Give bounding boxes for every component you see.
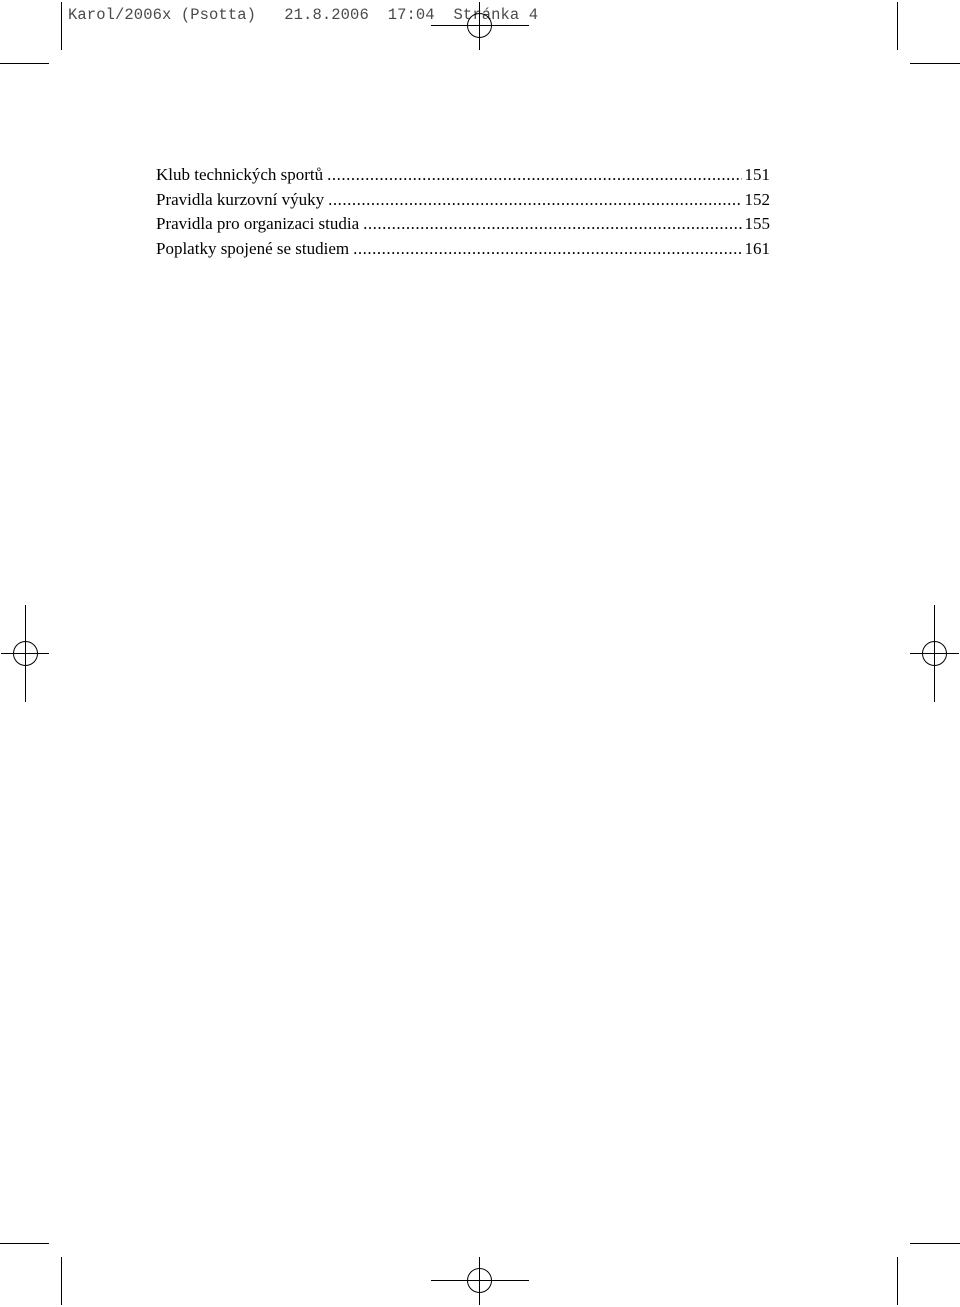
print-slug-header: [68, 6, 538, 24]
toc-entry-title: Pravidla pro organizaci studia: [156, 214, 360, 233]
print-page-number: 4: [528, 6, 539, 24]
toc-entry-title: Pravidla kurzovní výuky: [156, 189, 325, 209]
registration-mark-left: [1, 605, 49, 702]
toc-entry-page: 155: [744, 214, 770, 233]
toc-entry: [156, 188, 770, 213]
toc-dot-leader: [353, 237, 741, 262]
toc-entry-page: 151: [744, 165, 770, 184]
toc-dot-leader: [327, 163, 741, 188]
toc-entry: [156, 163, 770, 188]
toc-dot-leader: [328, 188, 741, 213]
print-job-name: Karol/2006x (Psotta): [68, 6, 257, 24]
toc-entry: [156, 212, 770, 237]
toc-entry-page: 161: [744, 238, 770, 258]
toc-entry-page: 152: [744, 189, 770, 209]
print-time: 17:04: [387, 6, 435, 24]
toc-entry: [156, 237, 770, 262]
table-of-contents: [156, 163, 770, 261]
print-date: 21.8.2006: [284, 6, 369, 24]
registration-mark-bottom: [431, 1257, 529, 1305]
toc-dot-leader: [363, 212, 741, 237]
toc-entry-title: Poplatky spojené se studiem: [156, 238, 350, 258]
registration-mark-right: [910, 605, 959, 702]
print-page-label: Stránka: [453, 6, 520, 24]
toc-entry-title: Klub technických sportů: [156, 165, 324, 184]
